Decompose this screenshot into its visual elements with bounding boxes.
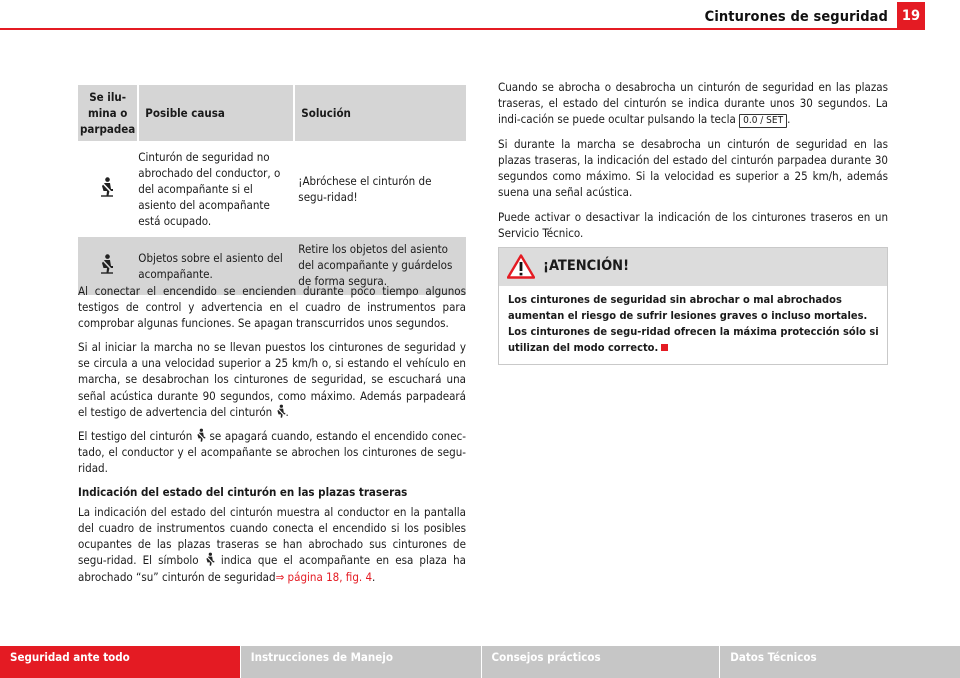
paragraph-text: El testigo del cinturón bbox=[78, 428, 193, 443]
paragraph-text: La indicación del estado del cinturón muestra al conductor en la pantalla del cuadro de instrumentos cuando conecta el encendido si los posibles ocupantes de las plazas traseras se han abrochado sus cinturones de segu-ridad. El símbolo bbox=[78, 505, 466, 568]
table-cell-cause: Cinturón de seguridad no abrochado del conductor, o del acompañante si el asiento del acompañante está ocupado. bbox=[138, 143, 294, 235]
column-header-icon-line: Se ilu- bbox=[89, 90, 127, 104]
warning-triangle-icon bbox=[507, 254, 535, 279]
set-key-label: 0.0 / SET bbox=[739, 114, 787, 128]
page-reference-link[interactable]: ⇒ página 18, fig. 4 bbox=[275, 569, 373, 584]
table-cell-solution: ¡Abróchese el cinturón de segu-ridad! bbox=[294, 143, 466, 235]
table-header-row bbox=[78, 85, 466, 141]
column-header-solution: Solución bbox=[294, 85, 466, 141]
seatbelt-fastened-icon bbox=[205, 552, 215, 567]
table-row bbox=[78, 143, 466, 235]
footer-nav bbox=[0, 646, 960, 678]
warning-box bbox=[498, 247, 888, 365]
chapter-title: Cinturones de seguridad bbox=[704, 9, 888, 25]
column-header-icon-line: parpadea bbox=[80, 122, 136, 136]
paragraph: Al conectar el encendido se encienden durante poco tiempo algunos testigos de control y advertencia en el cuadro de instrumentos para comprobar algunas funciones. Se apagan transcurridos unos segundos. bbox=[78, 284, 466, 331]
table-cell-icon bbox=[78, 143, 138, 235]
paragraph bbox=[498, 79, 888, 128]
paragraph-text: . bbox=[787, 112, 791, 127]
column-header-icon-line: mina o bbox=[87, 106, 128, 120]
column-header-cause: Posible causa bbox=[138, 85, 294, 141]
end-marker-icon bbox=[661, 344, 668, 351]
seatbelt-warning-icon bbox=[100, 254, 114, 274]
warning-title: ¡ATENCIÓN! bbox=[543, 258, 630, 274]
table-cell-solution: Retire los objetos del asiento del acompañante y guárdelos de forma segura. bbox=[294, 237, 466, 295]
paragraph-text: Si al iniciar la marcha no se llevan puestos los cinturones de seguridad y se circula a una velocidad superior a 25 km/h o, si estando el vehículo en marcha, se desabrochan los cinturones de seguridad, se escuchará una señal acústica durante 90 segundos, como máximo. Además parpadeará el testigo de advertencia del cinturón bbox=[78, 340, 466, 419]
footer-tab-instrucciones[interactable]: Instrucciones de Manejo bbox=[241, 646, 481, 678]
footer-tab-datos[interactable]: Datos Técnicos bbox=[720, 646, 960, 678]
warning-text: Los cinturones de seguridad sin abrochar o mal abrochados aumentan el riesgo de sufrir lesiones graves o incluso mortales. Los cinturones de segu-ridad ofrecen la máxima protección sólo si utilizan del modo correcto. bbox=[508, 293, 879, 355]
paragraph: Puede activar o desactivar la indicación de los cinturones traseros en un Servicio Técnico. bbox=[498, 209, 888, 240]
paragraph bbox=[78, 504, 466, 584]
seatbelt-warning-icon bbox=[196, 428, 206, 443]
page-header bbox=[0, 0, 960, 30]
paragraph bbox=[78, 428, 466, 476]
header-rule bbox=[0, 28, 925, 30]
right-column bbox=[498, 79, 888, 249]
seatbelt-warning-icon bbox=[276, 404, 286, 419]
paragraph-text: indica que el acompañante en esa plaza ha abrochado “su” cinturón de seguridad bbox=[78, 553, 466, 584]
page-number: 19 bbox=[897, 2, 925, 30]
seatbelt-warning-icon bbox=[100, 177, 114, 197]
warning-light-table bbox=[78, 85, 466, 295]
table-cell-cause: Objetos sobre el asiento del acompañante. bbox=[138, 237, 294, 295]
left-column bbox=[78, 283, 466, 593]
paragraph-text: . bbox=[285, 404, 289, 419]
warning-body bbox=[499, 286, 887, 364]
section-subheading: Indicación del estado del cinturón en las plazas traseras bbox=[78, 485, 408, 500]
footer-tab-consejos[interactable]: Consejos prácticos bbox=[482, 646, 720, 678]
warning-header bbox=[499, 248, 887, 286]
paragraph bbox=[78, 339, 466, 419]
paragraph-text: Cuando se abrocha o desabrocha un cinturón de seguridad en las plazas traseras, el estado del cinturón se indica durante unos 30 segundos. La indi-cación se puede ocultar pulsando la tecla bbox=[498, 80, 888, 127]
column-header-icon bbox=[78, 85, 138, 141]
paragraph-text: . bbox=[372, 569, 376, 584]
paragraph: Si durante la marcha se desabrocha un cinturón de seguridad en las plazas traseras, la indicación del estado del cinturón parpadea durante 30 segundos como máximo. Si la velocidad es superior a 25 km/h, además suena una señal acústica. bbox=[498, 137, 888, 200]
paragraph-text: se apagará cuando, estando el encendido conec-tado, el conductor y el acompañante se abrochen los cinturones de segu-ridad. bbox=[78, 428, 467, 475]
footer-tab-seguridad[interactable]: Seguridad ante todo bbox=[0, 646, 240, 678]
